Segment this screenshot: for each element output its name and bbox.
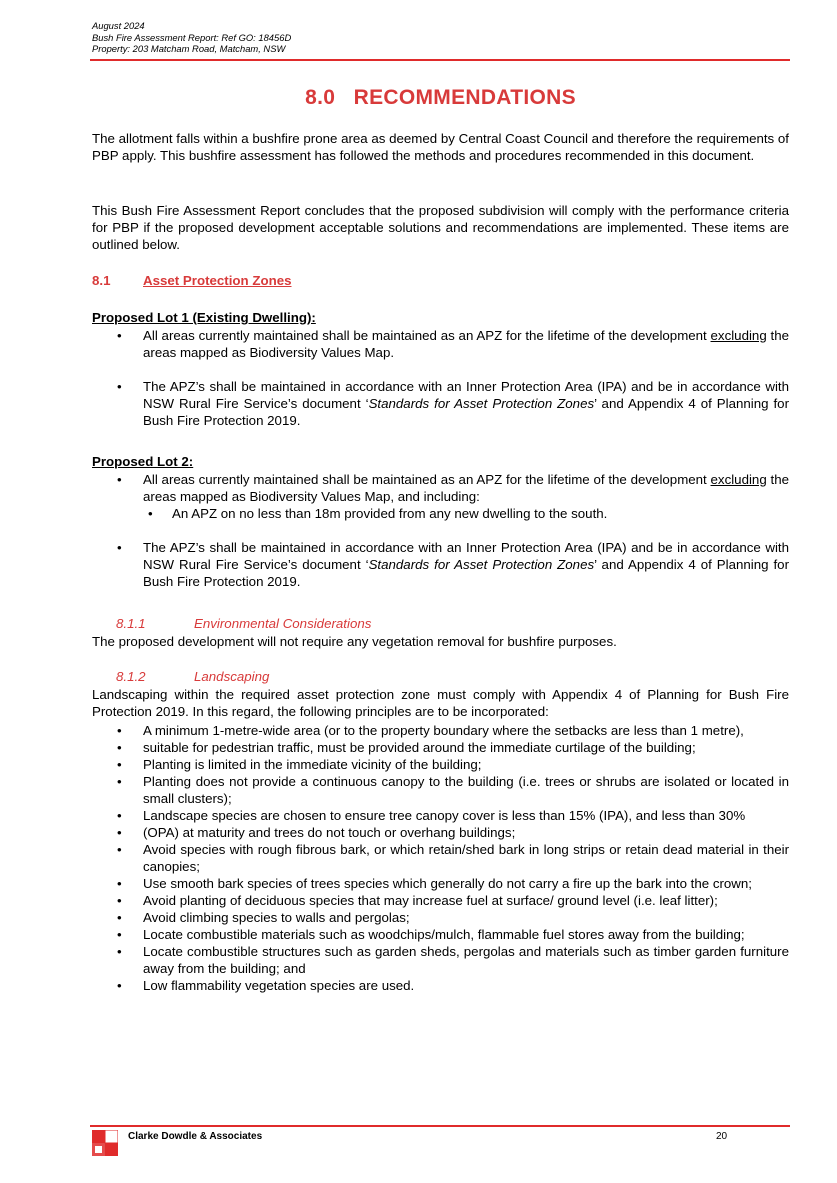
lot2-b1-underlined: excluding [710,472,767,487]
landscaping-text: Landscaping within the required asset protection zone must comply with Appendix 4 of Planning for Bush Fire Protection 2019. In this regard, the following principles are to be incorporated: [92,687,789,719]
list-item: • Low flammability vegetation species are used. [92,977,789,994]
lot2-b2-text: The APZ’s shall be maintained in accordance with an Inner Protection Area (IPA) and be in accordance with NSW Rural Fire Service’s document ‘ [143,540,789,572]
lot1-b2-text: The APZ’s shall be maintained in accordance with an Inner Protection Area (IPA) and be in accordance with NSW Rural Fire Service’s document ‘ [143,379,789,411]
lot2-b1-text: All areas currently maintained shall be maintained as an APZ for the lifetime of the development [143,472,711,487]
footer-page-number: 20 [716,1131,728,1142]
list-item: • Landscape species are chosen to ensure tree canopy cover is less than 15% (IPA), and less than 30% [92,807,789,824]
lot1-b2-text-end: ’ and Appendix 4 of Planning for Bush Fire Protection 2019. [143,396,790,428]
list-item: • A minimum 1-metre-wide area (or to the property boundary where the setbacks are less than 1 metre), [92,722,789,739]
header-rule [90,59,790,61]
lot1-b1-text-end: the areas mapped as Biodiversity Values Map. [143,328,789,360]
list-item: • Avoid species with rough fibrous bark, or which retain/shed bark in long strips or retain dead material in their canopies; [92,841,789,875]
heading-8-1-1 [116,616,371,631]
heading-8-1-1-title: Environmental Considerations [194,616,372,631]
lot2-b2-italic: Standards for Asset Protection Zones [368,557,595,572]
list-item: • Locate combustible structures such as garden sheds, pergolas and materials such as timber garden furniture away from the building; and [92,943,789,977]
list-item [92,378,789,429]
heading-8-1-2 [116,669,269,684]
lot1-list [92,327,789,429]
footer-company: Clarke Dowdle & Associates [128,1131,263,1142]
list-item: • Avoid planting of deciduous species that may increase fuel at surface/ ground level (i.e. leaf litter); [92,892,789,909]
header-date: August 2024 [92,20,145,31]
heading-8-1-title: Asset Protection Zones [143,273,292,288]
footer-rule [90,1125,790,1127]
heading-8-1 [92,273,292,288]
company-logo-icon [92,1130,118,1156]
section-title: 8.0 RECOMMENDATIONS [305,86,576,109]
heading-8-1-1-number: 8.1.1 [116,616,146,631]
list-item: • Planting is limited in the immediate vicinity of the building; [92,756,789,773]
list-item: • suitable for pedestrian traffic, must be provided around the immediate curtilage of the building; [92,739,789,756]
lot1-b1-text: All areas currently maintained shall be maintained as an APZ for the lifetime of the development [143,328,711,343]
lot2-b1-text-end: the areas mapped as Biodiversity Values Map, and including: [143,472,789,504]
page-header [92,20,291,55]
list-item: • Avoid climbing species to walls and pergolas; [92,909,789,926]
list-item: • (OPA) at maturity and trees do not touch or overhang buildings; [92,824,789,841]
lot1-heading: Proposed Lot 1 (Existing Dwelling): [92,310,316,325]
intro-paragraph-1: The allotment falls within a bushfire prone area as deemed by Central Coast Council and therefore the requirements of PBP apply. This bushfire assessment has followed the methods and procedures recommended in this document. [92,131,789,163]
lot1-b1-underlined: excluding [710,328,767,343]
list-item: • Locate combustible materials such as woodchips/mulch, flammable fuel stores away from the building; [92,926,789,943]
list-item [92,471,789,522]
list-item [92,539,789,590]
header-report-ref: Bush Fire Assessment Report: Ref GO: 18456D [92,31,292,43]
list-item: • An APZ on no less than 18m provided from any new dwelling to the south. [143,505,789,522]
heading-8-1-number: 8.1 [92,273,111,288]
heading-8-1-2-number: 8.1.2 [116,669,146,684]
intro-paragraph-2: This Bush Fire Assessment Report concludes that the proposed subdivision will comply with the performance criteria for PBP if the proposed development acceptable solutions and recommendations are implemented. These items are outlined below. [92,203,789,252]
lot2-b2-text-end: ’ and Appendix 4 of Planning for Bush Fire Protection 2019. [143,557,790,589]
landscaping-list [92,722,789,994]
lot1-b2-italic: Standards for Asset Protection Zones [368,396,595,411]
list-item: • Planting does not provide a continuous canopy to the building (i.e. trees or shrubs are isolated or located in small clusters); [92,773,789,807]
lot2-sub-list [143,505,789,522]
lot2-list [92,471,789,590]
list-item: • Use smooth bark species of trees species which generally do not carry a fire up the bark into the crown; [92,875,789,892]
lot2-heading: Proposed Lot 2: [92,454,194,469]
environmental-text: The proposed development will not require any vegetation removal for bushfire purposes. [92,634,617,649]
header-property: Property: 203 Matcham Road, Matcham, NSW [92,43,286,54]
list-item [92,327,789,361]
heading-8-1-2-title: Landscaping [194,669,270,684]
